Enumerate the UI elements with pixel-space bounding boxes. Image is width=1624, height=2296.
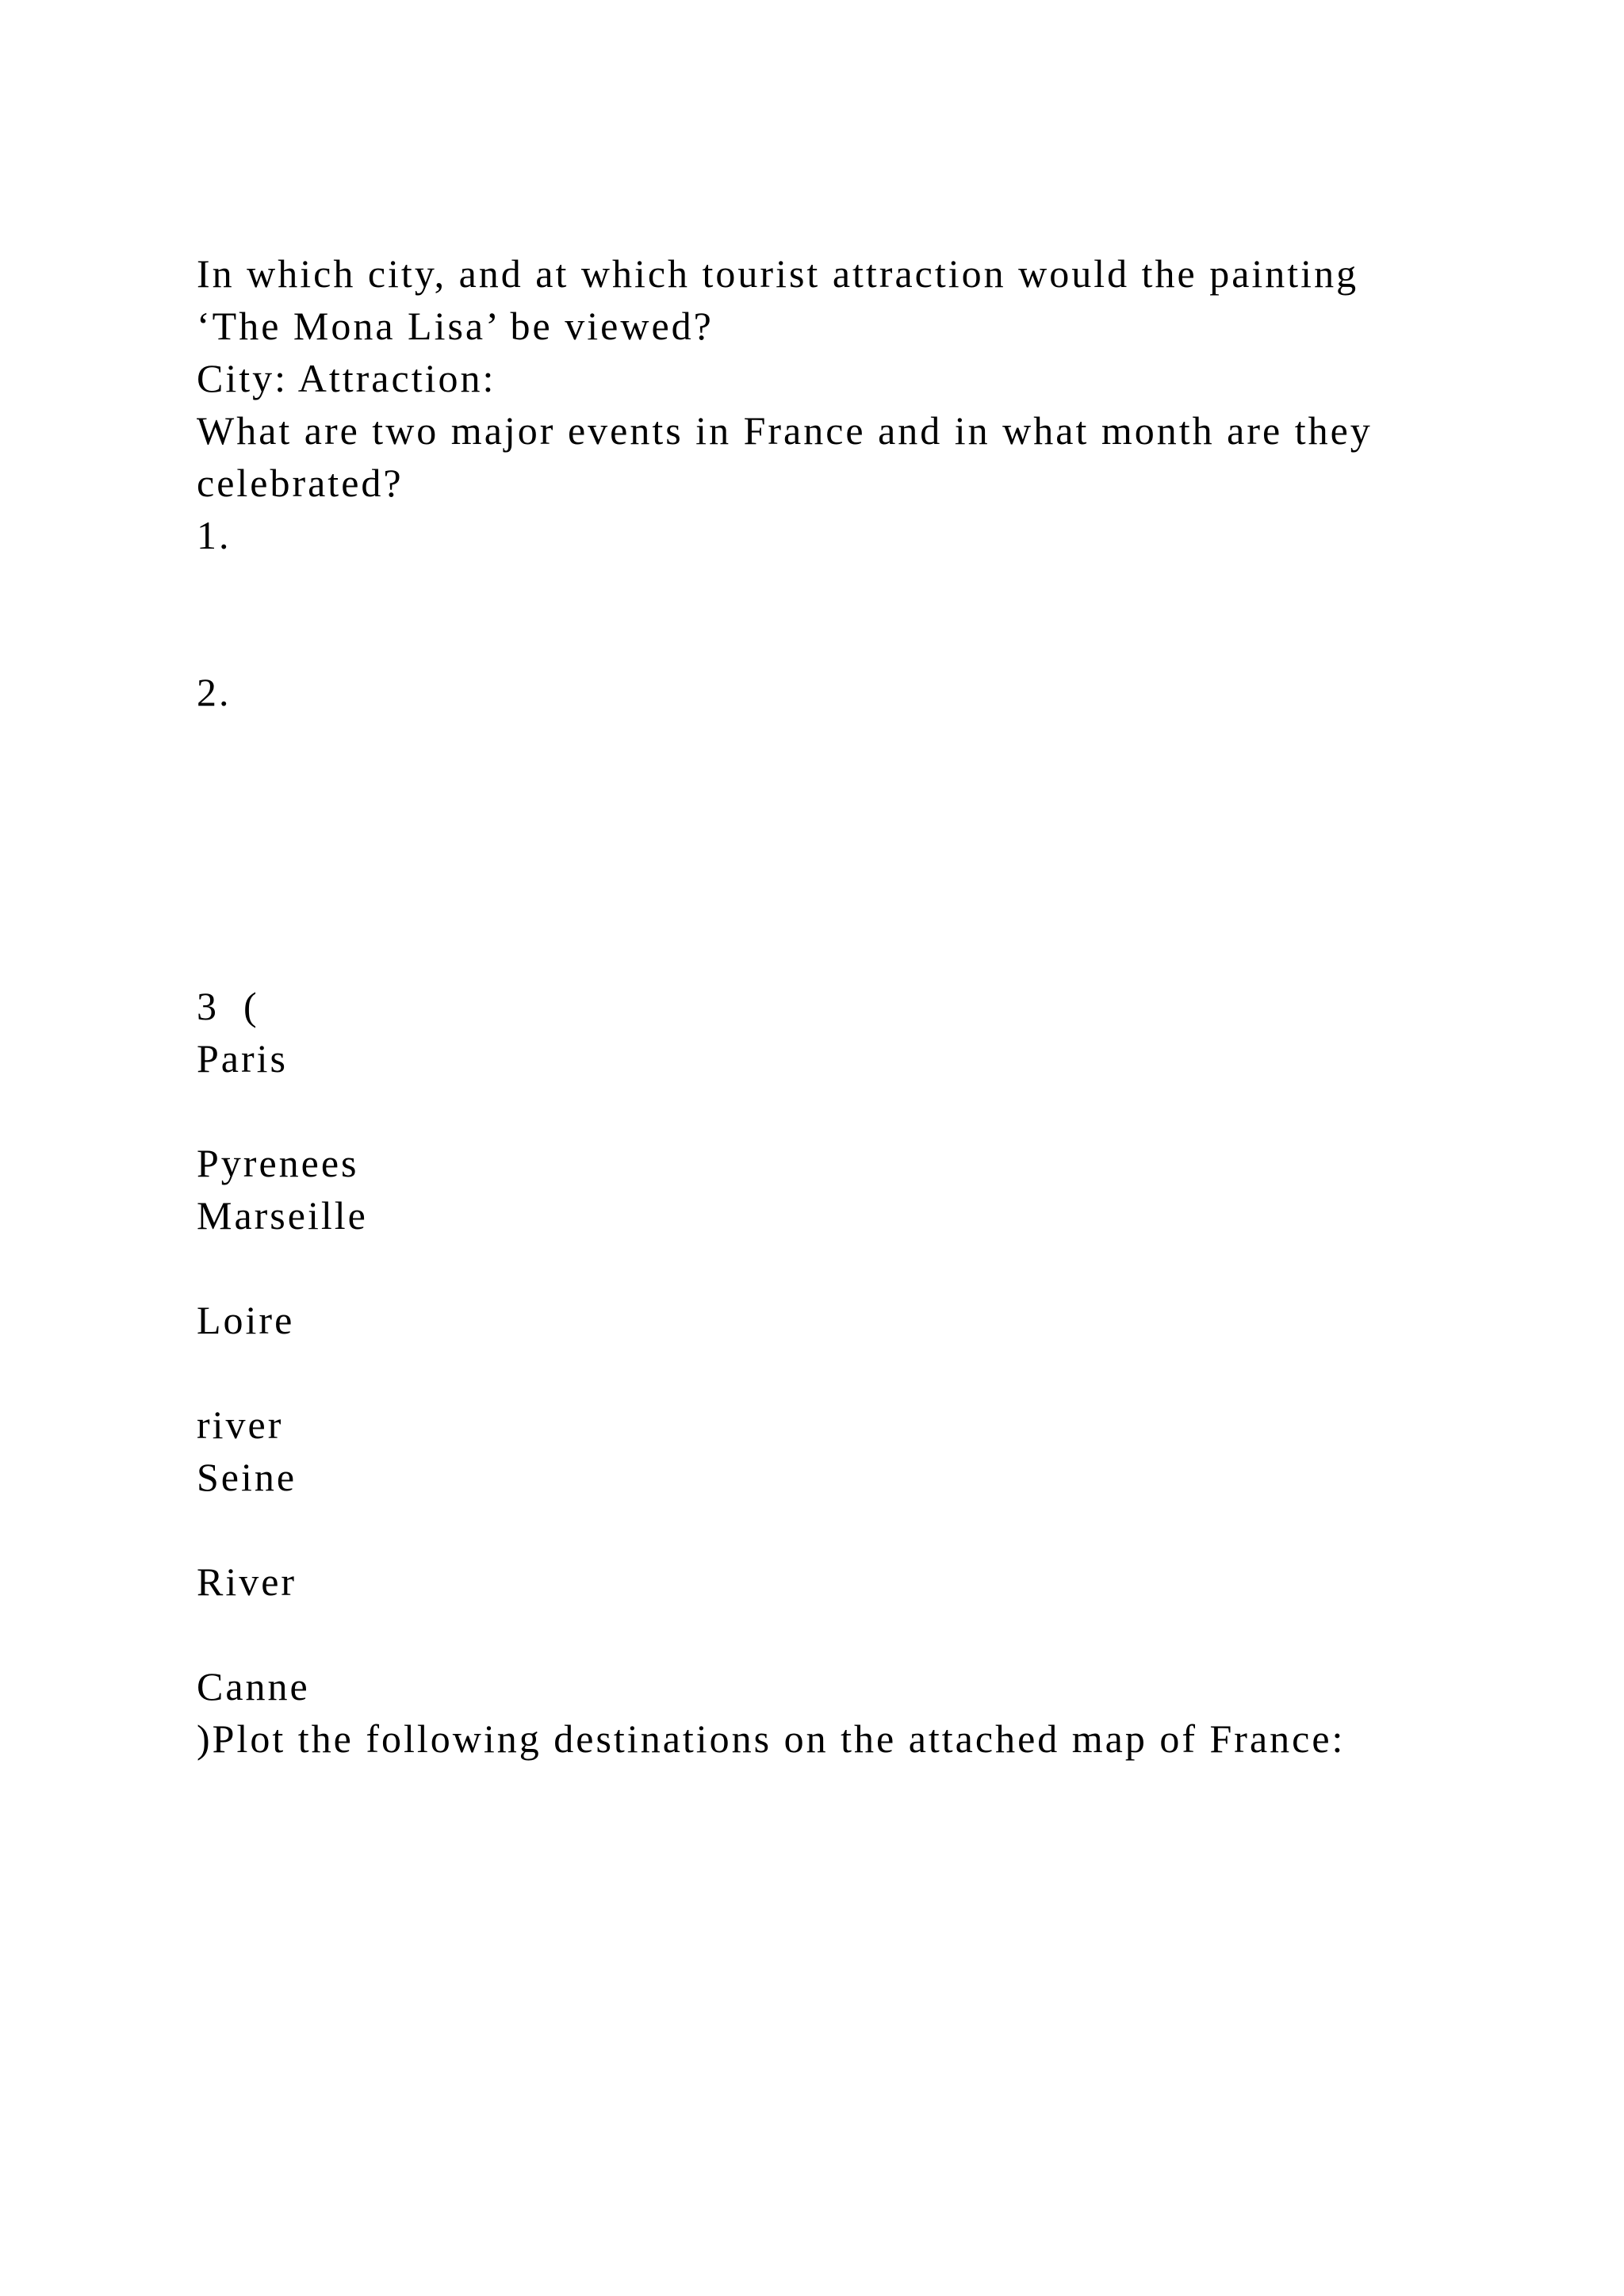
answer-item-2: 2. [197, 670, 232, 714]
question-3-text: )Plot the following destinations on the attached map of France: [197, 1716, 1346, 1761]
question-1-text-line-1: In which city, and at which tourist attraction would the painting [197, 251, 1359, 296]
destination-seine-river: River [197, 1559, 297, 1604]
destination-pyrenees: Pyrenees [197, 1141, 359, 1185]
destination-marseille: Marseille [197, 1193, 368, 1238]
destination-loire: Loire [197, 1298, 295, 1342]
destination-canne: Canne [197, 1664, 310, 1709]
answer-item-1: 1. [197, 513, 232, 557]
question-3-number: 3 ( [197, 984, 259, 1028]
destination-loire-river: river [197, 1402, 284, 1447]
question-2-text-line-2: celebrated? [197, 461, 404, 505]
question-1-answer-labels: City: Attraction: [197, 356, 496, 400]
question-2-text-line-1: What are two major events in France and in what month are they [197, 408, 1373, 453]
destination-seine: Seine [197, 1455, 297, 1499]
question-1-text-line-2: ‘The Mona Lisa’ be viewed? [197, 304, 714, 348]
destination-paris: Paris [197, 1036, 288, 1081]
